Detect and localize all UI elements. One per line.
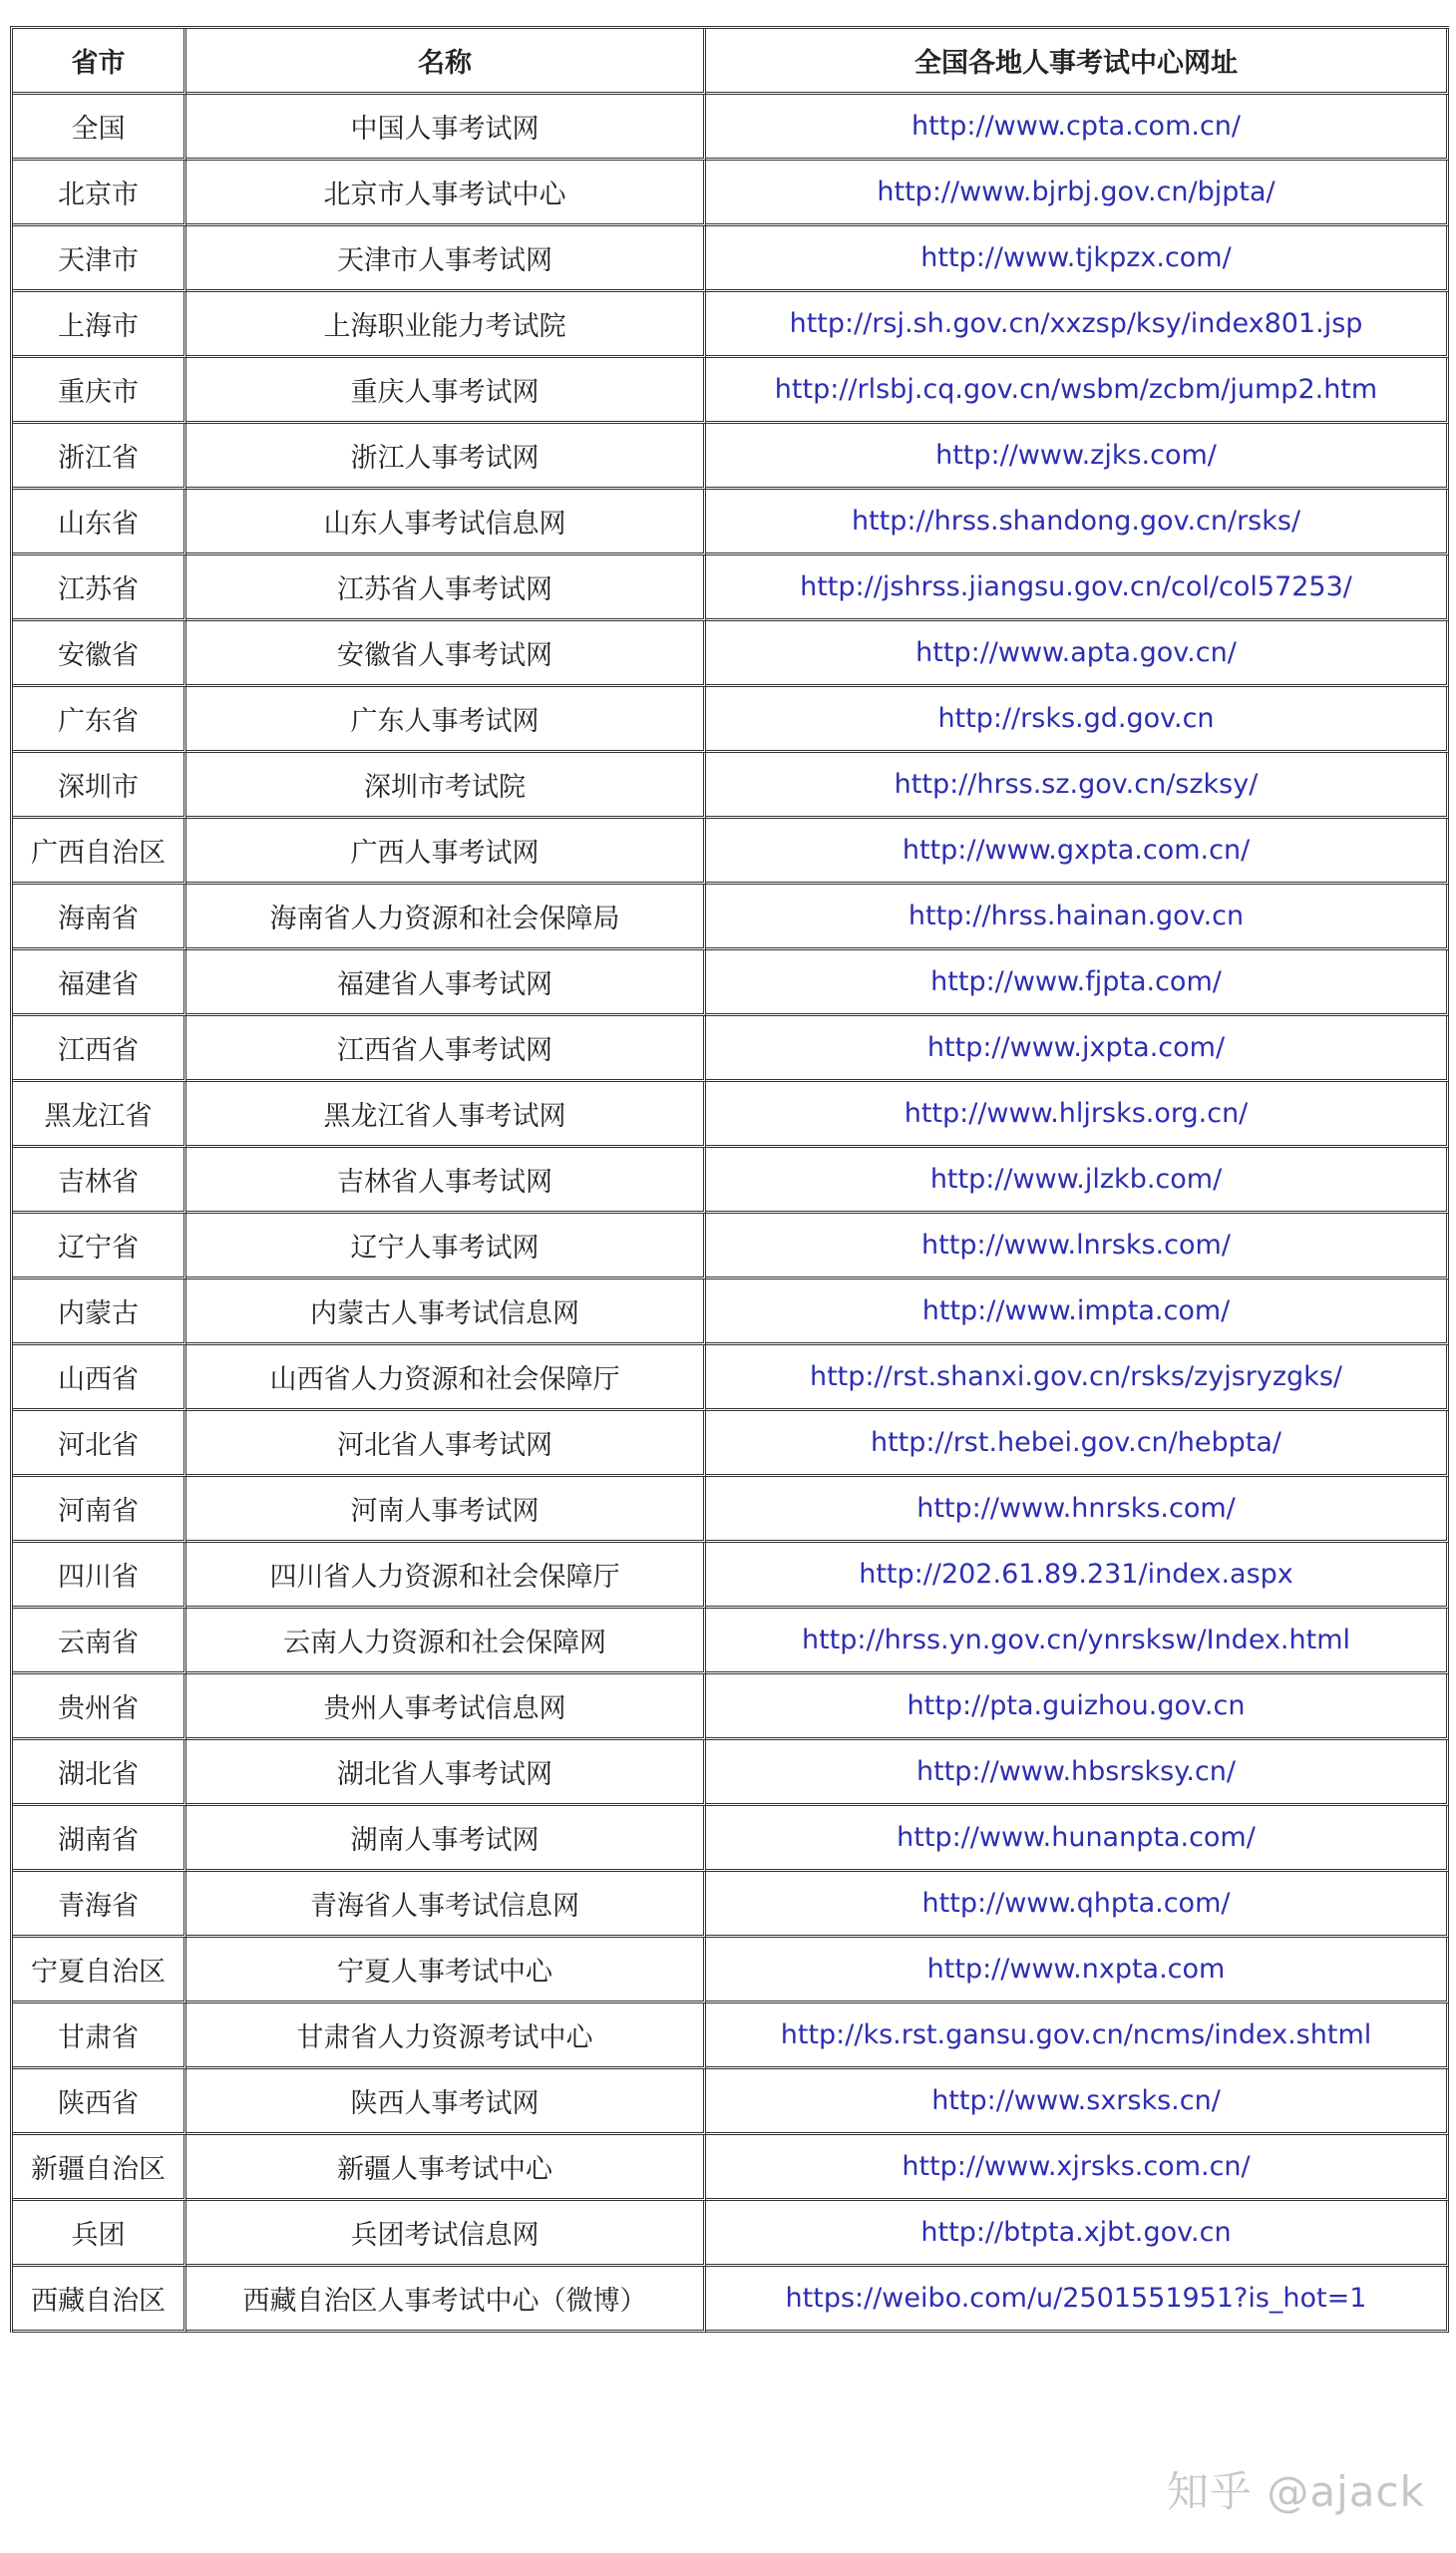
- site-url-link[interactable]: http://www.hnrsks.com/: [916, 1493, 1236, 1524]
- site-name-cell: 四川省人力资源和社会保障厅: [186, 1543, 706, 1609]
- province-cell: 海南省: [13, 885, 186, 950]
- site-name-cell: 河南人事考试网: [186, 1477, 706, 1543]
- site-url-link[interactable]: http://hrss.sz.gov.cn/szksy/: [894, 769, 1259, 800]
- url-cell: [706, 1609, 1449, 1674]
- site-name-cell: 福建省人事考试网: [186, 950, 706, 1016]
- url-cell: [706, 1872, 1449, 1938]
- site-url-link[interactable]: http://www.hbsrsksy.cn/: [915, 1756, 1237, 1787]
- table-row: [13, 1872, 1449, 1938]
- site-url-link[interactable]: http://www.tjkpzx.com/: [920, 242, 1232, 273]
- site-url-link[interactable]: http://rst.hebei.gov.cn/hebpta/: [870, 1427, 1281, 1458]
- url-cell: [706, 95, 1449, 161]
- province-cell: 湖南省: [13, 1806, 186, 1872]
- site-name-cell: 广西人事考试网: [186, 819, 706, 885]
- province-cell: 西藏自治区: [13, 2267, 186, 2333]
- url-cell: [706, 1148, 1449, 1214]
- url-cell: [706, 490, 1449, 555]
- site-url-link[interactable]: http://www.nxpta.com: [926, 1954, 1226, 1985]
- site-url-link[interactable]: http://rst.shanxi.gov.cn/rsks/zyjsryzgks/: [809, 1361, 1342, 1392]
- table-row: [13, 95, 1449, 161]
- site-name-cell: 湖北省人事考试网: [186, 1740, 706, 1806]
- site-name-cell: 中国人事考试网: [186, 95, 706, 161]
- site-url-link[interactable]: http://hrss.yn.gov.cn/ynrsksw/Index.html: [801, 1625, 1351, 1655]
- table-row: [13, 292, 1449, 358]
- url-cell: [706, 819, 1449, 885]
- header-name: 名称: [186, 29, 706, 95]
- site-name-cell: 青海省人事考试信息网: [186, 1872, 706, 1938]
- url-cell: [706, 1477, 1449, 1543]
- site-name-cell: 天津市人事考试网: [186, 226, 706, 292]
- site-url-link[interactable]: http://www.bjrbj.gov.cn/bjpta/: [877, 177, 1275, 207]
- table-row: [13, 2201, 1449, 2267]
- site-url-link[interactable]: http://pta.guizhou.gov.cn: [907, 1690, 1246, 1721]
- site-url-link[interactable]: http://www.fjpta.com/: [930, 966, 1222, 997]
- site-name-cell: 西藏自治区人事考试中心（微博）: [186, 2267, 706, 2333]
- header-province: 省市: [13, 29, 186, 95]
- url-cell: [706, 950, 1449, 1016]
- province-cell: 新疆自治区: [13, 2135, 186, 2201]
- province-cell: 青海省: [13, 1872, 186, 1938]
- site-url-link[interactable]: http://www.lnrsks.com/: [921, 1230, 1231, 1261]
- site-url-link[interactable]: http://ks.rst.gansu.gov.cn/ncms/index.shtml: [780, 2019, 1372, 2050]
- province-cell: 广东省: [13, 687, 186, 753]
- site-url-link[interactable]: http://www.gxpta.com.cn/: [902, 835, 1251, 866]
- province-cell: 北京市: [13, 161, 186, 226]
- site-name-cell: 江西省人事考试网: [186, 1016, 706, 1082]
- table-row: [13, 1345, 1449, 1411]
- table-row: [13, 1279, 1449, 1345]
- url-cell: [706, 226, 1449, 292]
- table-row: [13, 1082, 1449, 1148]
- site-name-cell: 辽宁人事考试网: [186, 1214, 706, 1279]
- site-url-link[interactable]: http://rsj.sh.gov.cn/xxzsp/ksy/index801.jsp: [789, 308, 1363, 339]
- url-cell: [706, 753, 1449, 819]
- watermark: 知乎 @ajack: [1167, 2467, 1425, 2516]
- site-url-link[interactable]: http://www.xjrsks.com.cn/: [902, 2151, 1251, 2182]
- table-row: [13, 753, 1449, 819]
- table-row: [13, 621, 1449, 687]
- url-cell: [706, 1345, 1449, 1411]
- url-cell: [706, 1016, 1449, 1082]
- site-name-cell: 浙江人事考试网: [186, 424, 706, 490]
- province-cell: 甘肃省: [13, 2004, 186, 2069]
- province-cell: 江苏省: [13, 555, 186, 621]
- table-row: [13, 490, 1449, 555]
- header-url: 全国各地人事考试中心网址: [706, 29, 1449, 95]
- table-body: [13, 95, 1449, 2333]
- province-cell: 河南省: [13, 1477, 186, 1543]
- site-url-link[interactable]: https://weibo.com/u/2501551951?is_hot=1: [785, 2283, 1367, 2314]
- site-url-link[interactable]: http://hrss.hainan.gov.cn: [908, 901, 1245, 931]
- table-row: [13, 2135, 1449, 2201]
- site-name-cell: 湖南人事考试网: [186, 1806, 706, 1872]
- site-name-cell: 安徽省人事考试网: [186, 621, 706, 687]
- url-cell: [706, 1214, 1449, 1279]
- url-cell: [706, 1411, 1449, 1477]
- table-row: [13, 2069, 1449, 2135]
- table-header: [13, 29, 1449, 95]
- site-url-link[interactable]: http://www.sxrsks.cn/: [931, 2085, 1221, 2116]
- province-cell: 四川省: [13, 1543, 186, 1609]
- site-url-link[interactable]: http://hrss.shandong.gov.cn/rsks/: [851, 506, 1301, 537]
- site-url-link[interactable]: http://www.apta.gov.cn/: [915, 637, 1237, 668]
- site-name-cell: 宁夏人事考试中心: [186, 1938, 706, 2004]
- url-cell: [706, 885, 1449, 950]
- site-url-link[interactable]: http://www.cpta.com.cn/: [910, 111, 1242, 142]
- table-row: [13, 1740, 1449, 1806]
- url-cell: [706, 161, 1449, 226]
- province-cell: 辽宁省: [13, 1214, 186, 1279]
- url-cell: [706, 1082, 1449, 1148]
- table-row: [13, 1411, 1449, 1477]
- site-name-cell: 广东人事考试网: [186, 687, 706, 753]
- table-row: [13, 1609, 1449, 1674]
- header-row: [13, 29, 1449, 95]
- province-cell: 重庆市: [13, 358, 186, 424]
- exam-sites-table: [10, 26, 1449, 2333]
- site-url-link[interactable]: http://rlsbj.cq.gov.cn/wsbm/zcbm/jump2.htm: [774, 374, 1378, 405]
- table-row: [13, 2267, 1449, 2333]
- province-cell: 福建省: [13, 950, 186, 1016]
- table-row: [13, 1938, 1449, 2004]
- url-cell: [706, 2201, 1449, 2267]
- table-row: [13, 555, 1449, 621]
- url-cell: [706, 1938, 1449, 2004]
- table-row: [13, 819, 1449, 885]
- province-cell: 内蒙古: [13, 1279, 186, 1345]
- site-url-link[interactable]: http://www.jxpta.com/: [926, 1032, 1226, 1063]
- url-cell: [706, 621, 1449, 687]
- table-row: [13, 1214, 1449, 1279]
- site-name-cell: 黑龙江省人事考试网: [186, 1082, 706, 1148]
- table-row: [13, 358, 1449, 424]
- province-cell: 云南省: [13, 1609, 186, 1674]
- url-cell: [706, 1674, 1449, 1740]
- site-name-cell: 重庆人事考试网: [186, 358, 706, 424]
- table-row: [13, 161, 1449, 226]
- province-cell: 安徽省: [13, 621, 186, 687]
- province-cell: 广西自治区: [13, 819, 186, 885]
- site-name-cell: 山东人事考试信息网: [186, 490, 706, 555]
- table-row: [13, 1543, 1449, 1609]
- province-cell: 宁夏自治区: [13, 1938, 186, 2004]
- url-cell: [706, 2267, 1449, 2333]
- url-cell: [706, 2069, 1449, 2135]
- site-name-cell: 江苏省人事考试网: [186, 555, 706, 621]
- province-cell: 陕西省: [13, 2069, 186, 2135]
- site-name-cell: 吉林省人事考试网: [186, 1148, 706, 1214]
- site-url-link[interactable]: http://202.61.89.231/index.aspx: [859, 1559, 1293, 1590]
- site-name-cell: 甘肃省人力资源考试中心: [186, 2004, 706, 2069]
- site-url-link[interactable]: http://www.impta.com/: [921, 1295, 1231, 1326]
- table-row: [13, 1148, 1449, 1214]
- url-cell: [706, 2004, 1449, 2069]
- site-url-link[interactable]: http://www.hunanpta.com/: [897, 1822, 1256, 1853]
- site-url-link[interactable]: http://jshrss.jiangsu.gov.cn/col/col57253/: [800, 571, 1352, 602]
- site-name-cell: 内蒙古人事考试信息网: [186, 1279, 706, 1345]
- url-cell: [706, 1543, 1449, 1609]
- province-cell: 江西省: [13, 1016, 186, 1082]
- province-cell: 山西省: [13, 1345, 186, 1411]
- url-cell: [706, 555, 1449, 621]
- site-name-cell: 云南人力资源和社会保障网: [186, 1609, 706, 1674]
- site-url-link[interactable]: http://btpta.xjbt.gov.cn: [920, 2217, 1232, 2248]
- url-cell: [706, 2135, 1449, 2201]
- site-url-link[interactable]: http://www.qhpta.com/: [921, 1888, 1231, 1919]
- table-row: [13, 1806, 1449, 1872]
- exam-sites-table-container: [10, 26, 1446, 2333]
- url-cell: [706, 687, 1449, 753]
- site-url-link[interactable]: http://www.jlzkb.com/: [929, 1164, 1223, 1195]
- table-row: [13, 1016, 1449, 1082]
- table-row: [13, 885, 1449, 950]
- site-name-cell: 海南省人力资源和社会保障局: [186, 885, 706, 950]
- province-cell: 贵州省: [13, 1674, 186, 1740]
- url-cell: [706, 1279, 1449, 1345]
- url-cell: [706, 292, 1449, 358]
- province-cell: 湖北省: [13, 1740, 186, 1806]
- site-name-cell: 深圳市考试院: [186, 753, 706, 819]
- site-name-cell: 陕西人事考试网: [186, 2069, 706, 2135]
- site-name-cell: 上海职业能力考试院: [186, 292, 706, 358]
- table-row: [13, 687, 1449, 753]
- site-url-link[interactable]: http://www.zjks.com/: [935, 440, 1217, 471]
- site-name-cell: 北京市人事考试中心: [186, 161, 706, 226]
- province-cell: 上海市: [13, 292, 186, 358]
- province-cell: 河北省: [13, 1411, 186, 1477]
- url-cell: [706, 1806, 1449, 1872]
- url-cell: [706, 1740, 1449, 1806]
- province-cell: 全国: [13, 95, 186, 161]
- url-cell: [706, 358, 1449, 424]
- site-name-cell: 新疆人事考试中心: [186, 2135, 706, 2201]
- site-url-link[interactable]: http://rsks.gd.gov.cn: [937, 703, 1215, 734]
- site-url-link[interactable]: http://www.hljrsks.org.cn/: [904, 1098, 1249, 1129]
- province-cell: 深圳市: [13, 753, 186, 819]
- province-cell: 兵团: [13, 2201, 186, 2267]
- table-row: [13, 2004, 1449, 2069]
- province-cell: 天津市: [13, 226, 186, 292]
- province-cell: 黑龙江省: [13, 1082, 186, 1148]
- province-cell: 浙江省: [13, 424, 186, 490]
- table-row: [13, 950, 1449, 1016]
- table-row: [13, 1477, 1449, 1543]
- site-name-cell: 贵州人事考试信息网: [186, 1674, 706, 1740]
- table-row: [13, 424, 1449, 490]
- province-cell: 山东省: [13, 490, 186, 555]
- table-row: [13, 226, 1449, 292]
- table-row: [13, 1674, 1449, 1740]
- site-name-cell: 山西省人力资源和社会保障厅: [186, 1345, 706, 1411]
- province-cell: 吉林省: [13, 1148, 186, 1214]
- site-name-cell: 兵团考试信息网: [186, 2201, 706, 2267]
- url-cell: [706, 424, 1449, 490]
- site-name-cell: 河北省人事考试网: [186, 1411, 706, 1477]
